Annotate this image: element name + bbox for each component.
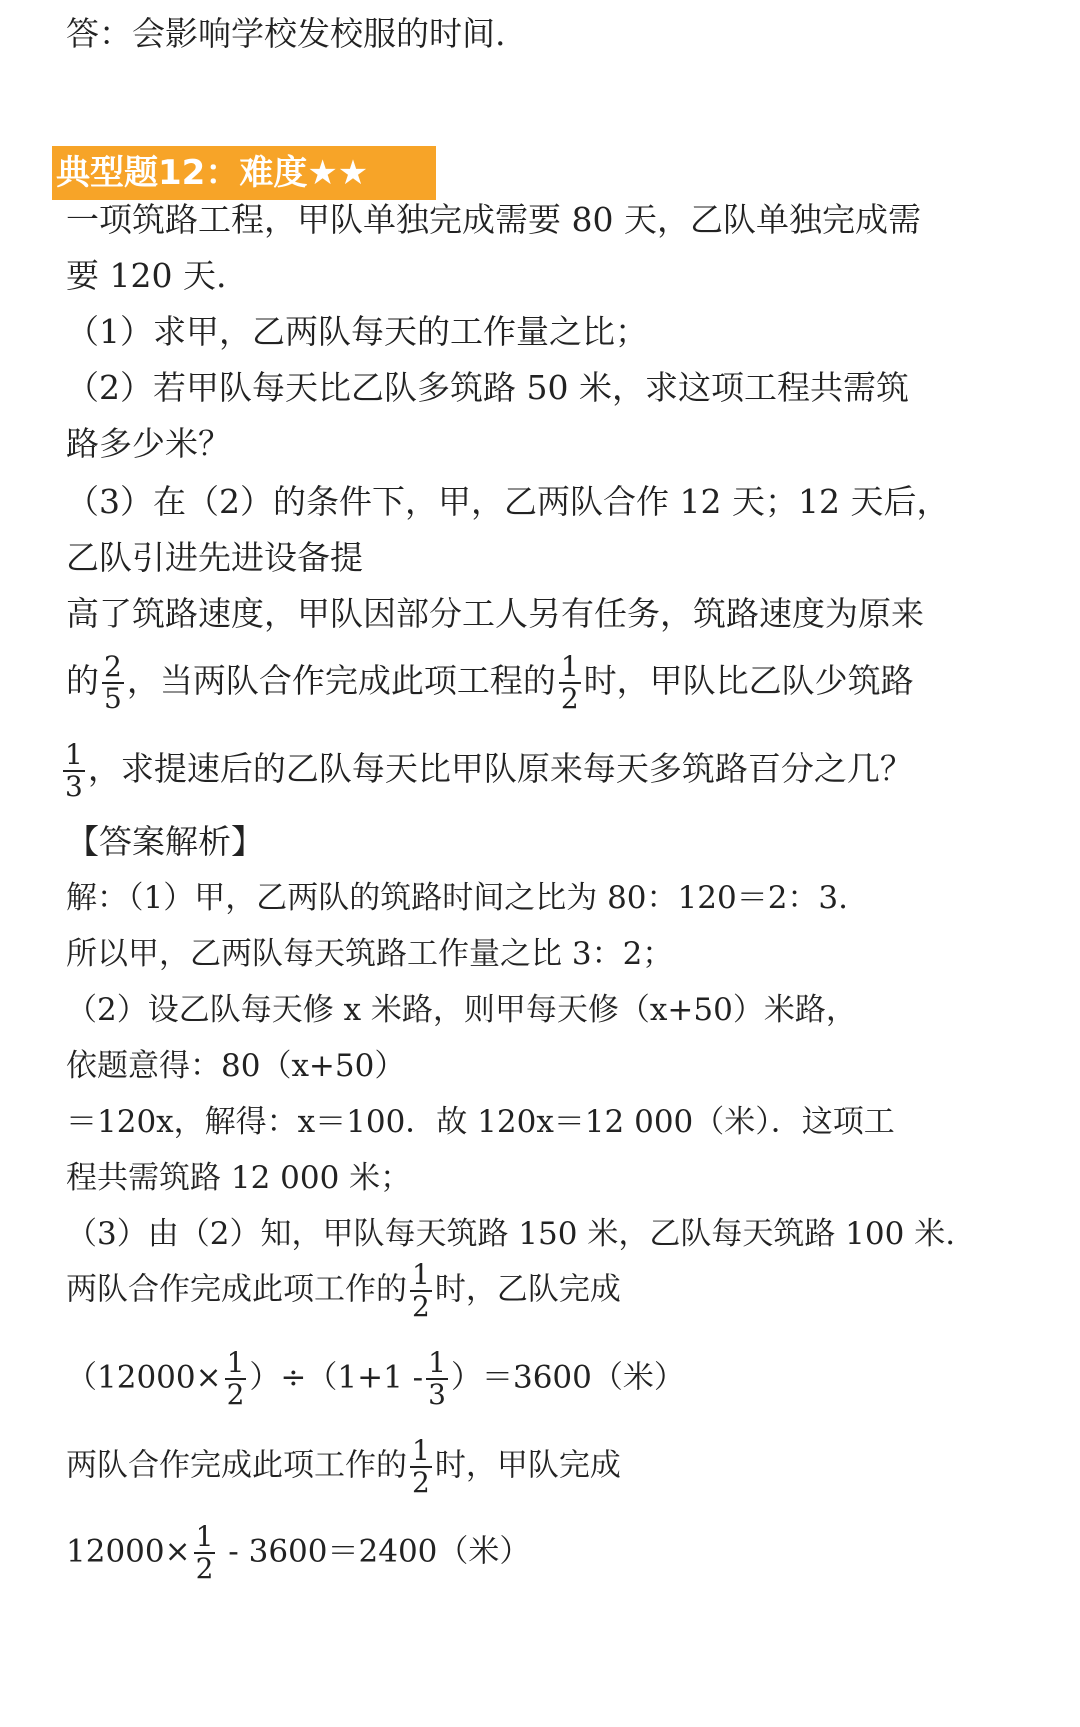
fraction-two-fifths xyxy=(102,652,124,714)
question-1: （1）求甲，乙两队每天的工作量之比； xyxy=(66,312,648,351)
question-3-line-5 xyxy=(60,740,913,802)
text-segment: 两队合作完成此项工作的 xyxy=(66,1447,407,1484)
text-segment: ，求提速后的乙队每天比甲队原来每天多筑路百分之几？ xyxy=(87,749,913,788)
fraction-denominator: 2 xyxy=(412,1290,430,1323)
question-2-line-1: （2）若甲队每天比乙队多筑路 50 米，求这项工程共需筑 xyxy=(66,368,909,407)
fraction-one-half xyxy=(410,1436,432,1498)
text-segment: ）÷（1+1 - xyxy=(249,1359,424,1396)
fraction-numerator: 2 xyxy=(104,650,122,683)
text-segment: ）＝3600（米） xyxy=(450,1359,685,1396)
fraction-denominator: 2 xyxy=(560,682,579,715)
fraction-denominator: 2 xyxy=(195,1552,214,1585)
solution-line-6: 程共需筑路 12 000 米； xyxy=(66,1160,412,1196)
fraction-denominator: 3 xyxy=(65,770,83,803)
solution-line-4: 依题意得：80（x+50） xyxy=(66,1048,406,1084)
solution-line-5: ＝120x，解得：x＝100．故 120x＝12 000（米）．这项工 xyxy=(66,1104,895,1140)
fraction-denominator: 2 xyxy=(412,1466,430,1499)
solution-line-2: 所以甲，乙两队每天筑路工作量之比 3：2； xyxy=(66,936,674,972)
solution-line-10 xyxy=(66,1436,621,1498)
text-segment: 12000× xyxy=(66,1533,191,1570)
problem-line-2: 要 120 天. xyxy=(66,256,227,295)
fraction-numerator: 1 xyxy=(560,650,579,683)
problem-line-1: 一项筑路工程，甲队单独完成需要 80 天，乙队单独完成需 xyxy=(66,200,921,239)
fraction-numerator: 1 xyxy=(65,738,83,771)
fraction-one-half xyxy=(559,652,581,714)
solution-line-1: 解：（1）甲，乙两队的筑路时间之比为 80：120＝2：3. xyxy=(66,880,848,916)
fraction-one-third xyxy=(426,1348,448,1410)
fraction-numerator: 1 xyxy=(412,1434,430,1467)
fraction-one-half xyxy=(410,1260,432,1322)
fraction-numerator: 1 xyxy=(226,1346,245,1379)
question-3-line-1: （3）在（2）的条件下，甲，乙两队合作 12 天；12 天后， xyxy=(66,482,950,521)
fraction-numerator: 1 xyxy=(195,1520,214,1553)
solution-line-9 xyxy=(66,1348,685,1410)
solution-header: 【答案解析】 xyxy=(66,822,264,861)
difficulty-badge: 典型题12：难度★★ xyxy=(52,146,436,200)
solution-line-7: （3）由（2）知，甲队每天筑路 150 米，乙队每天筑路 100 米. xyxy=(66,1216,956,1252)
solution-line-3: （2）设乙队每天修 x 米路，则甲每天修（x+50）米路， xyxy=(66,992,857,1028)
solution-line-11 xyxy=(66,1522,530,1584)
text-segment: 时，乙队完成 xyxy=(434,1271,621,1308)
fraction-numerator: 1 xyxy=(428,1346,446,1379)
fraction-denominator: 5 xyxy=(104,682,122,715)
text-segment: 两队合作完成此项工作的 xyxy=(66,1271,407,1308)
text-segment: - 3600＝2400（米） xyxy=(218,1533,531,1570)
fraction-denominator: 3 xyxy=(428,1378,446,1411)
previous-answer-line: 答：会影响学校发校服的时间. xyxy=(66,14,506,53)
fraction-one-half xyxy=(194,1522,216,1584)
question-2-line-2: 路多少米？ xyxy=(66,424,231,463)
fraction-numerator: 1 xyxy=(412,1258,430,1291)
solution-line-8 xyxy=(66,1260,621,1322)
fraction-one-third xyxy=(63,740,85,802)
text-segment: 的 xyxy=(66,661,99,700)
text-segment: 时，甲队比乙队少筑路 xyxy=(583,661,914,700)
question-3-line-4 xyxy=(66,652,914,714)
text-segment: （12000× xyxy=(66,1359,222,1396)
text-segment: ，当两队合作完成此项工程的 xyxy=(126,661,556,700)
fraction-one-half xyxy=(225,1348,247,1410)
question-3-line-2: 乙队引进先进设备提 xyxy=(66,538,363,577)
text-segment: 时，甲队完成 xyxy=(434,1447,621,1484)
question-3-line-3: 高了筑路速度，甲队因部分工人另有任务，筑路速度为原来 xyxy=(66,594,924,633)
fraction-denominator: 2 xyxy=(226,1378,245,1411)
